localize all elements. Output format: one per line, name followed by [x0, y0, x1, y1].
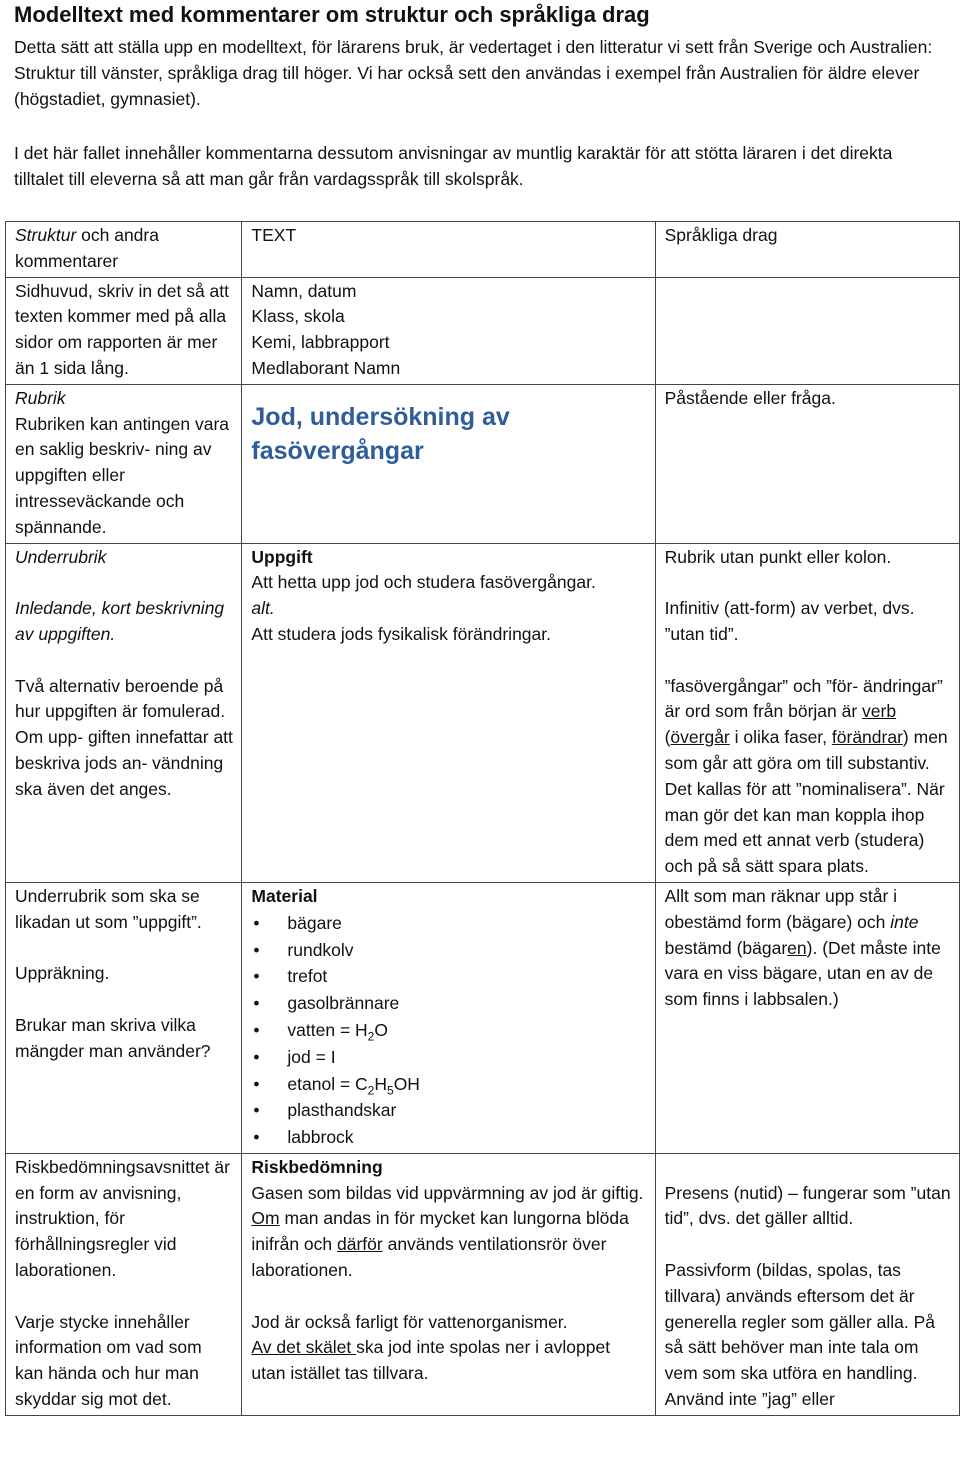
list-item: • bägare	[251, 910, 646, 937]
table-row	[6, 543, 960, 882]
page-title: Modelltext med kommentarer om struktur och språkliga drag	[14, 2, 650, 27]
text-cell: Namn, datum Klass, skola Kemi, labbrapport Medlaborant Namn	[242, 277, 655, 384]
language-cell: Påstående eller fråga.	[655, 384, 959, 543]
text-cell: Uppgift Att hetta upp jod och studera fasövergångar. alt. Att studera jods fysikalisk förändringar.	[242, 543, 655, 882]
structure-cell: Underrubrik som ska se likadan ut som ”uppgift”. Uppräkning. Brukar man skriva vilka mängder man använder?	[6, 882, 242, 1153]
list-item: • etanol = $C_2H_5OH$	[251, 1071, 646, 1098]
materials-list	[251, 910, 646, 1151]
intro-paragraph: I det här fallet innehåller kommentarna dessutom anvisningar av muntlig karaktär för att stötta läraren i det direkta tilltalet till eleverna så att man går från vardagsspråk till skolspråk.	[14, 143, 893, 189]
language-cell: Allt som man räknar upp står i obestämd form (bägare) och inte bestämd (bägaren). (Det måste inte vara en viss bägare, utan en av de som finns i labbsalen.)	[655, 882, 959, 1153]
header-language-features: Språkliga drag	[655, 222, 959, 278]
text-cell: Riskbedömning Gasen som bildas vid uppvärmning av jod är giftig. Om man andas in för mycket kan lungorna blöda inifrån och därför används ventilationsrör över laborationen. Jod är också farligt för vattenorganismer. Av det skälet ska jod inte spolas ner i avloppet utan istället tas tillvara.	[242, 1153, 655, 1415]
text-cell: Material • bägare • rundkolv • trefot • gasolbrännare • vatten = $H_2O$ • jod = I • etanol = $C_2H_5OH$ • plasthandskar • labbrock	[242, 882, 655, 1153]
language-cell: Presens (nutid) – fungerar som ”utan tid”, dvs. det gäller alltid. Passivform (bildas, spolas, tas tillvara) används eftersom det är generella regler som gäller alla. På så sätt behöver man inte tala om vem som ska utföra en handling. Använd inte ”jag” eller	[655, 1153, 959, 1415]
list-item: • gasolbrännare	[251, 990, 646, 1017]
structure-cell: Riskbedömningsavsnittet är en form av anvisning, instruktion, för förhållningsregler vid laborationen. Varje stycke innehåller information om vad som kan hända och hur man skyddar sig mot det.	[6, 1153, 242, 1415]
table-row	[6, 277, 960, 384]
model-text-table	[5, 221, 960, 1416]
text-cell	[242, 384, 655, 543]
language-cell: Rubrik utan punkt eller kolon. Infinitiv (att-form) av verbet, dvs. ”utan tid”. ”fasövergångar” och ”för- ändringar” är ord som från början är verb (övergår i olika faser, förändrar) men som går att göra om till substantiv. Det kallas för att ”nominalisera”. När man gör det kan man koppla ihop dem med ett annat verb (studera) och på så sätt spara plats.	[655, 543, 959, 882]
header-row	[6, 222, 960, 278]
header-text: TEXT	[242, 222, 655, 278]
structure-cell: Rubrik Rubriken kan antingen vara en saklig beskriv- ning av uppgiften eller intresseväckande och spännande.	[6, 384, 242, 543]
table-row	[6, 1153, 960, 1415]
list-item: • trefot	[251, 963, 646, 990]
list-item: • rundkolv	[251, 937, 646, 964]
header-structure: Struktur och andra kommentarer	[6, 222, 242, 278]
language-cell	[655, 277, 959, 384]
table-row	[6, 882, 960, 1153]
structure-cell: Underrubrik Inledande, kort beskrivning av uppgiften. Två alternativ beroende på hur uppgiften är fomulerad. Om upp- giften innefattar att beskriva jods an- vändning ska även det anges.	[6, 543, 242, 882]
structure-cell: Sidhuvud, skriv in det så att texten kommer med på alla sidor om rapporten är mer än 1 sida lång.	[6, 277, 242, 384]
model-text-title: Jod, undersökning av fasövergångar	[251, 402, 510, 465]
intro-paragraph: Detta sätt att ställa upp en modelltext, för lärarens bruk, är vedertaget i den litteratur vi sett från Sverige och Australien: Struktur till vänster, språkliga drag till höger. Vi har också sett den användas i exempel från Australien för äldre elever (högstadiet, gymnasiet).	[14, 37, 933, 109]
table-row	[6, 384, 960, 543]
list-item: • vatten = $H_2O$	[251, 1017, 646, 1044]
list-item: • jod = I	[251, 1044, 646, 1071]
list-item: • labbrock	[251, 1124, 646, 1151]
list-item: • plasthandskar	[251, 1097, 646, 1124]
